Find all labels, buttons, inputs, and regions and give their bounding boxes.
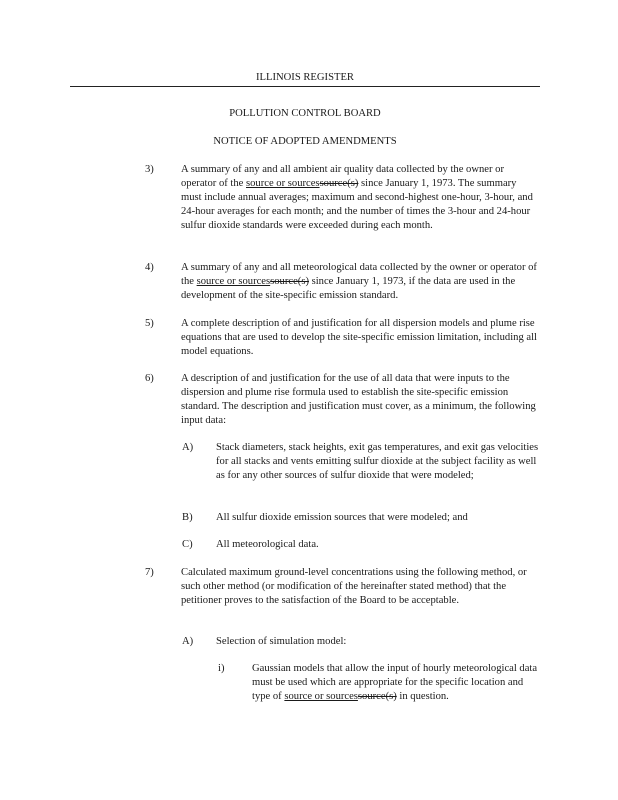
item-text: A summary of any and all meteorological data collected by the owner or operator of the source or sourcessource(s) since January 1, 1973, if the data are used in the development of the site-specific emission standard. — [181, 262, 537, 301]
subitem-text: Gaussian models that allow the input of hourly meteorological data must be used which are appropriate for the specific location and type of source or sourcessource(s) in question. — [252, 663, 538, 702]
item-number: 5) — [145, 318, 154, 329]
register-header: ILLINOIS REGISTER — [70, 71, 540, 87]
subitem-text: Selection of simulation model: — [216, 636, 347, 647]
inserted-text: source or sources — [246, 178, 320, 189]
deleted-text: source(s) — [357, 691, 397, 702]
notice-title: NOTICE OF ADOPTED AMENDMENTS — [213, 136, 397, 147]
subitem-letter: B) — [182, 512, 193, 523]
subitem-text: Stack diameters, stack heights, exit gas temperatures, and exit gas velocities for all stacks and vents emitting sulfur dioxide at the subject facility as well as for any other sources of sulfur dioxide that were modeled; — [216, 442, 539, 481]
agency-title: POLLUTION CONTROL BOARD — [229, 108, 381, 119]
item-number: 3) — [145, 164, 154, 175]
item-number: 4) — [145, 262, 154, 273]
item-number: 6) — [145, 373, 154, 384]
item-number: 7) — [145, 567, 154, 578]
subitem-text: All sulfur dioxide emission sources that were modeled; and — [216, 512, 468, 523]
inserted-text: source or sources — [284, 691, 358, 702]
item-text: Calculated maximum ground-level concentrations using the following method, or such other method (or modification of the hereinafter stated method) that the petitioner proves to the satisfaction of the Board to be acceptable. — [181, 567, 527, 606]
subitem-text: All meteorological data. — [216, 539, 319, 550]
deleted-text: source(s) — [319, 178, 359, 189]
item-text: A description of and justification for the use of all data that were inputs to the dispersion and plume rise formula used to establish the site-specific emission standard. The description and justification must cover, as a minimum, the following input data: — [181, 373, 536, 426]
subitem-roman: i) — [218, 663, 225, 674]
subitem-letter: A) — [182, 442, 194, 453]
item-text: A summary of any and all ambient air quality data collected by the owner or operator of the source or sourcessource(s) since January 1, 1973. The summary must include annual averages; maximum and second-highest one-hour, 3-hour, and 24-hour averages for each month; and the number of times the 3-hour and 24-hour sulfur dioxide standards were exceeded during each month. — [181, 164, 533, 231]
subitem-letter: A) — [182, 636, 194, 647]
deleted-text: source(s) — [270, 276, 309, 287]
item-text: A complete description of and justification for all dispersion models and plume rise equations that are used to develop the site-specific emission limitation, including all model equations. — [181, 318, 537, 357]
inserted-text: source or sources — [196, 276, 271, 287]
subitem-letter: C) — [182, 539, 193, 550]
